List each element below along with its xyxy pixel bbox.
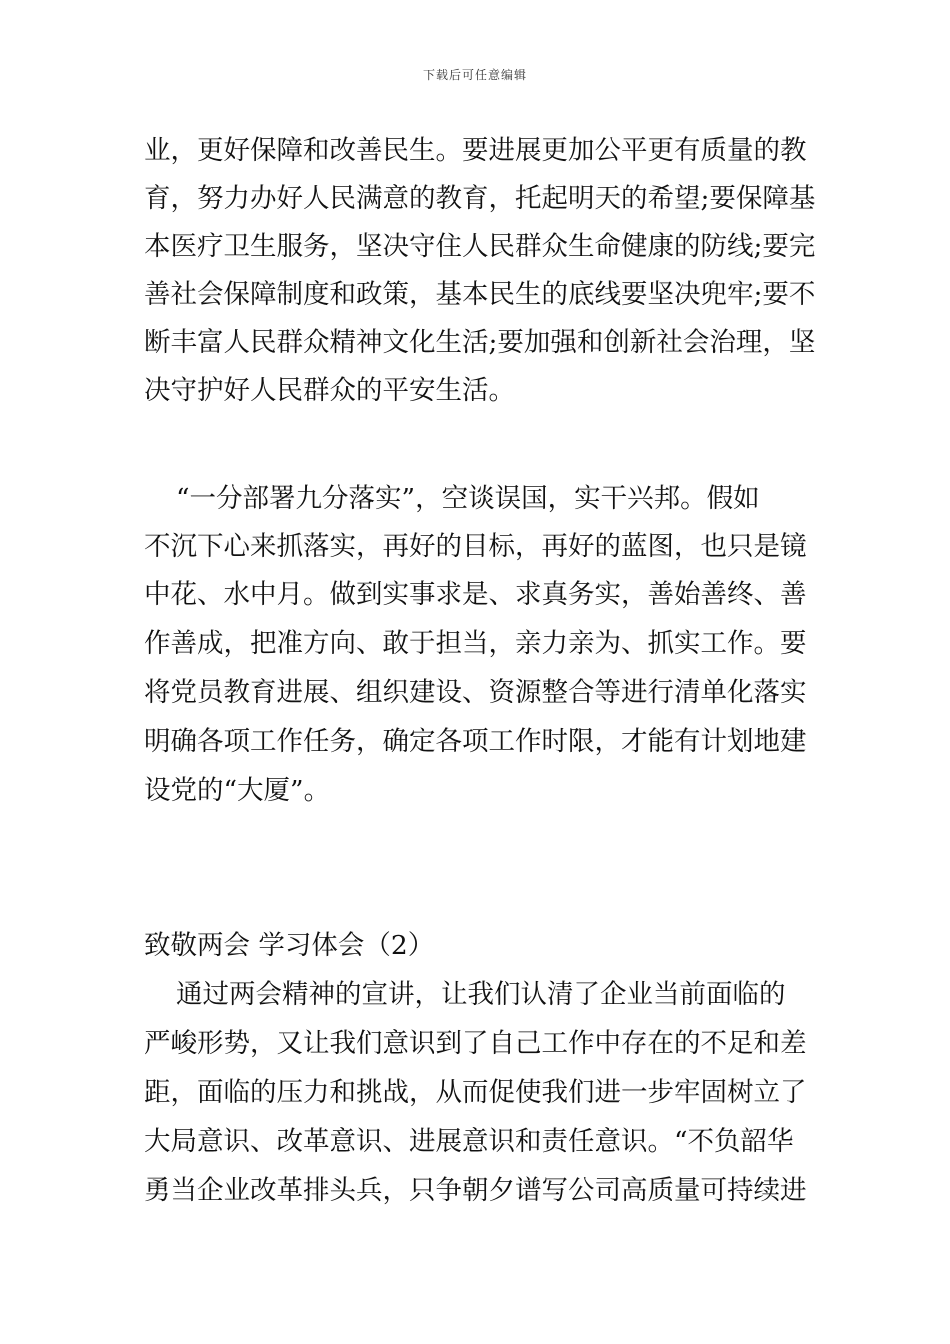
paragraph-line: 设党的“大厦”。 (144, 775, 331, 806)
paragraph-line: 明确各项工作任务，确定各项工作时限，才能有计划地建 (144, 726, 807, 757)
paragraph-line: 本医疗卫生服务，坚决守住人民群众生命健康的防线;要完 (144, 231, 816, 262)
section-heading: 致敬两会 学习体会（2） (144, 930, 435, 961)
page-header-note: 下载后可任意编辑 (422, 68, 527, 82)
paragraph-line: 决守护好人民群众的平安生活。 (144, 375, 515, 406)
paragraph-line: 通过两会精神的宣讲，让我们认清了企业当前面临的 (176, 979, 786, 1010)
paragraph-line: 不沉下心来抓落实，再好的目标，再好的蓝图，也只是镜 (144, 531, 807, 562)
paragraph-line: 业，更好保障和改善民生。要进展更加公平更有质量的教 (144, 135, 807, 166)
paragraph-line: 将党员教育进展、组织建设、资源整合等进行清单化落实 (144, 677, 807, 708)
paragraph-line: 距，面临的压力和挑战，从而促使我们进一步牢固树立了 (144, 1077, 807, 1108)
paragraph-line: 善社会保障制度和政策，基本民生的底线要坚决兜牢;要不 (144, 279, 816, 310)
paragraph-line: 断丰富人民群众精神文化生活;要加强和创新社会治理，坚 (144, 327, 816, 358)
paragraph-line: 作善成，把准方向、敢于担当，亲力亲为、抓实工作。要 (144, 628, 807, 659)
paragraph-line: 中花、水中月。做到实事求是、求真务实，善始善终、善 (144, 579, 807, 610)
paragraph-line: 育，努力办好人民满意的教育，托起明天的希望;要保障基 (144, 183, 816, 214)
paragraph-line: 勇当企业改革排头兵，只争朝夕谱写公司高质量可持续进 (144, 1175, 807, 1206)
paragraph-line: “一分部署九分落实”，空谈误国，实干兴邦。假如 (176, 483, 760, 514)
paragraph-line: 严峻形势，又让我们意识到了自己工作中存在的不足和差 (144, 1028, 807, 1059)
paragraph-line: 大局意识、改革意识、进展意识和责任意识。“不负韶华 (144, 1126, 794, 1157)
